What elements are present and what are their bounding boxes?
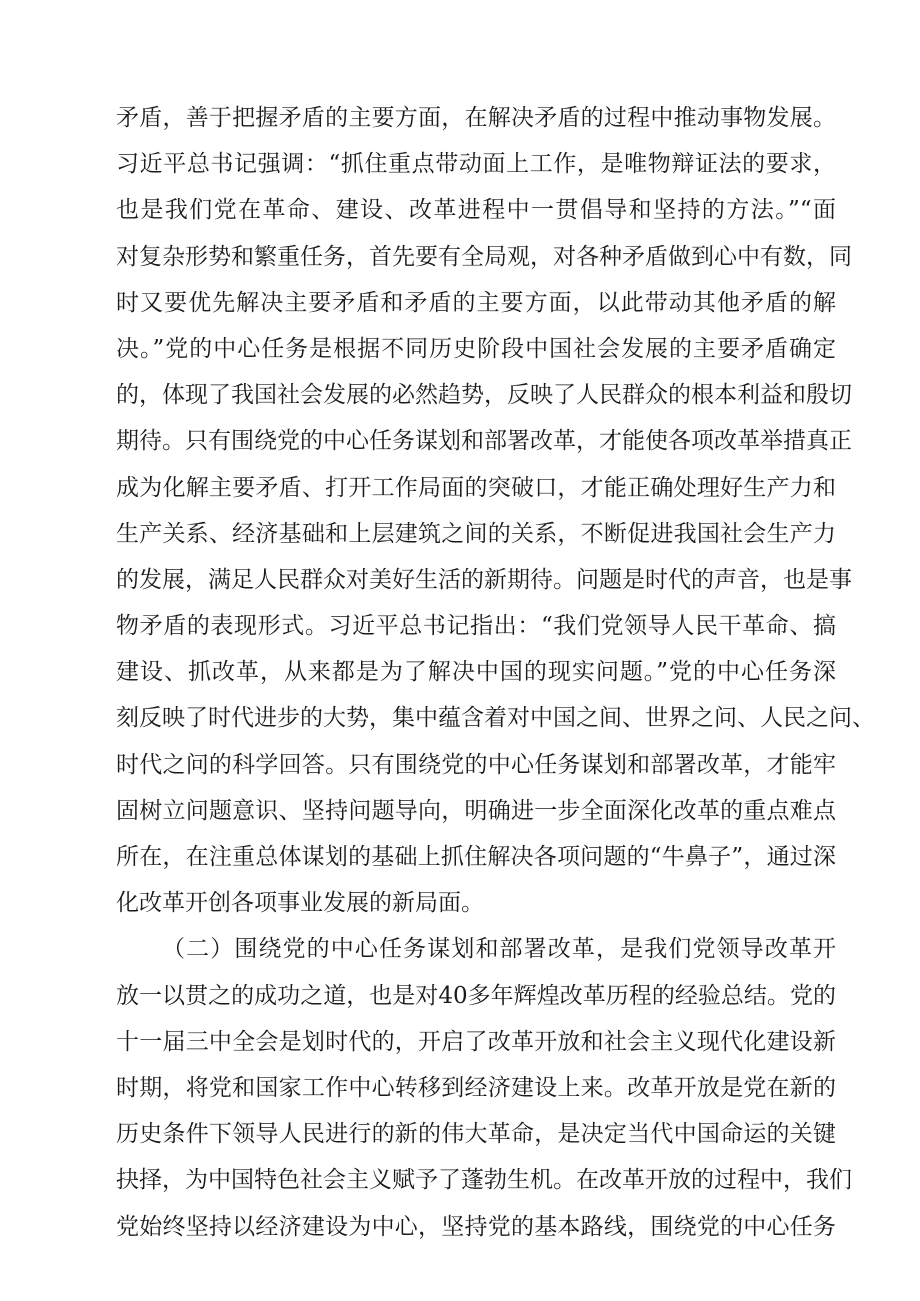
text-line: 时期，将党和国家工作中心转移到经济建设上来。改革开放是党在新的 <box>116 1074 836 1101</box>
text-line: 对复杂形势和繁重任务，首先要有全局观，对各种矛盾做到心中有数，同 <box>116 243 852 270</box>
text-line: 习近平总书记强调：“抓住重点带动面上工作，是唯物辩证法的要求， <box>116 151 836 178</box>
text-line: 刻反映了时代进步的大势，集中蕴含着对中国之间、世界之问、人民之问、 <box>116 705 875 732</box>
text-line: 抉择，为中国特色社会主义赋予了蓬勃生机。在改革开放的过程中，我们 <box>116 1167 852 1194</box>
paragraph-end-line: 化改革开创各项事业发展的新局面。 <box>116 890 484 917</box>
text-line: 放一以贯之的成功之道，也是对40多年辉煌改革历程的经验总结。党的 <box>116 982 836 1009</box>
body-text <box>116 95 875 1250</box>
text-line: 所在，在注重总体谋划的基础上抓住解决各项问题的“牛鼻子”，通过深 <box>116 844 836 870</box>
text-line: 时代之问的科学回答。只有围绕党的中心任务谋划和部署改革，才能牢 <box>116 751 836 778</box>
text-line: 决。”党的中心任务是根据不同历史阶段中国社会发展的主要矛盾确定 <box>116 335 836 362</box>
text-line: 党始终坚持以经济建设为中心，坚持党的基本路线，围绕党的中心任务 <box>116 1213 836 1240</box>
text-line: 的，体现了我国社会发展的必然趋势，反映了人民群众的根本利益和殷切 <box>116 382 852 409</box>
text-line: 成为化解主要矛盾、打开工作局面的突破口，才能正确处理好生产力和 <box>116 474 836 501</box>
text-line: 矛盾，善于把握矛盾的主要方面，在解决矛盾的过程中推动事物发展。 <box>116 105 836 131</box>
text-line: 历史条件下领导人民进行的新的伟大革命，是决定当代中国命运的关键 <box>116 1121 836 1148</box>
text-line: 生产关系、经济基础和上层建筑之间的关系，不断促进我国社会生产力 <box>116 520 836 547</box>
text-line: 期待。只有围绕党的中心任务谋划和部署改革，才能使各项改革举措真正 <box>116 428 852 455</box>
text-line: 也是我们党在革命、建设、改革进程中一贯倡导和坚持的方法。”“面 <box>116 197 836 224</box>
text-line: 物矛盾的表现形式。习近平总书记指出：“我们党领导人民干革命、搞 <box>116 613 836 640</box>
text-line: 时又要优先解决主要矛盾和矛盾的主要方面，以此带动其他矛盾的解 <box>116 289 836 316</box>
text-line: 建设、抓改革，从来都是为了解决中国的现实问题。”党的中心任务深 <box>116 659 836 686</box>
section-heading-line: （二）围绕党的中心任务谋划和部署改革，是我们党领导改革开 <box>162 936 836 963</box>
text-line: 固树立问题意识、坚持问题导向，明确进一步全面深化改革的重点难点 <box>116 797 836 824</box>
text-line: 十一届三中全会是划时代的，开启了改革开放和社会主义现代化建设新 <box>116 1028 836 1055</box>
text-line: 的发展，满足人民群众对美好生活的新期待。问题是时代的声音，也是事 <box>116 566 852 593</box>
